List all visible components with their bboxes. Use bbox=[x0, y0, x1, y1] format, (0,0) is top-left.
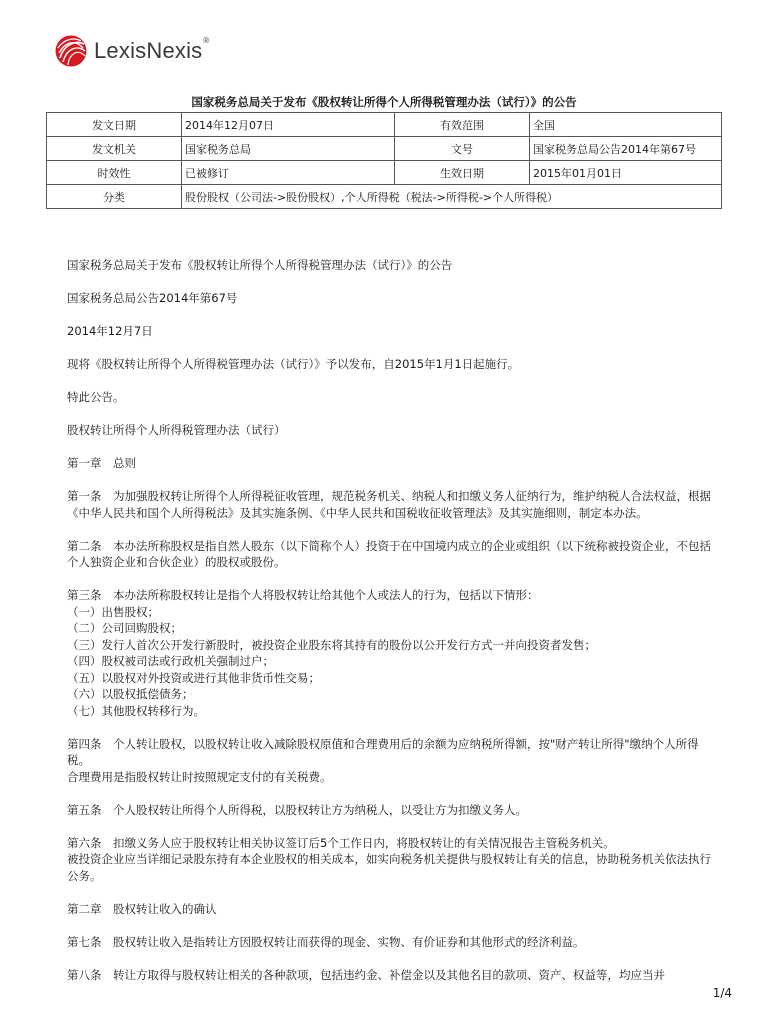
doc-number-label: 文号 bbox=[395, 137, 530, 161]
list-item: （六）以股权抵偿债务； bbox=[67, 687, 194, 701]
body-paragraph: 现将《股权转让所得个人所得税管理办法（试行）》予以发布，自2015年1月1日起施行。 bbox=[67, 357, 520, 371]
brand-name: LexisNexis® bbox=[94, 36, 210, 63]
document-title: 国家税务总局关于发布《股权转让所得个人所得税管理办法（试行）》的公告 bbox=[191, 95, 577, 109]
effective-date-label: 生效日期 bbox=[395, 161, 530, 185]
body-paragraph: 特此公告。 bbox=[67, 390, 125, 404]
issuer-value: 国家税务总局 bbox=[182, 137, 395, 161]
list-item: （一）出售股权； bbox=[67, 604, 159, 619]
article-6 bbox=[67, 835, 717, 885]
body-title: 国家税务总局关于发布《股权转让所得个人所得税管理办法（试行）》的公告 bbox=[67, 258, 453, 272]
list-item: （四）股权被司法或行政机关强制过户； bbox=[67, 654, 274, 668]
lexisnexis-logo bbox=[54, 34, 209, 68]
article-6-text: 第六条 扣缴义务人应于股权转让相关协议签订后5个工作日内，将股权转让的有关情况报告主管税务机关。 bbox=[67, 835, 615, 850]
chapter-heading: 第二章 股权转让收入的确认 bbox=[67, 901, 217, 916]
document-body bbox=[67, 257, 717, 983]
validity-label: 时效性 bbox=[47, 161, 182, 185]
issue-date-value: 2014年12月07日 bbox=[182, 113, 395, 137]
metadata-row bbox=[47, 137, 722, 161]
article-8: 第八条 转让方取得与股权转让相关的各种款项，包括违约金、补偿金以及其他名目的款项、资产、权益等，均应当并 bbox=[67, 967, 665, 982]
doc-number-value: 国家税务总局公告2014年第67号 bbox=[530, 137, 722, 161]
scope-value: 全国 bbox=[530, 113, 722, 137]
article-6-note: 被投资企业应当详细记录股东持有本企业股权的相关成本，如实向税务机关提供与股权转让有关的信息，协助税务机关依法执行公务。 bbox=[67, 852, 711, 883]
announcement-date: 2014年12月7日 bbox=[67, 324, 153, 338]
chapter-heading: 第一章 总则 bbox=[67, 456, 136, 470]
metadata-table bbox=[46, 112, 722, 209]
article-3 bbox=[67, 587, 717, 719]
effective-date-value: 2015年01月01日 bbox=[530, 161, 722, 185]
list-item: （二）公司回购股权； bbox=[67, 621, 182, 635]
article-4-text: 第四条 个人转让股权，以股权转让收入减除股权原值和合理费用后的余额为应纳税所得额，按"财产转让所得"缴纳个人所得税。 bbox=[67, 736, 699, 767]
validity-value: 已被修订 bbox=[182, 161, 395, 185]
article-4 bbox=[67, 736, 717, 786]
article-3-lead: 第三条 本办法所称股权转让是指个人将股权转让给其他个人或法人的行为，包括以下情形： bbox=[67, 588, 539, 602]
article-4-note: 合理费用是指股权转让时按照规定支付的有关税费。 bbox=[67, 769, 332, 784]
list-item: （三）发行人首次公开发行新股时，被投资企业股东将其持有的股份以公开发行方式一并向投资者发售； bbox=[67, 637, 596, 652]
lexisnexis-knot-icon bbox=[54, 34, 88, 68]
page-number: 1/4 bbox=[712, 986, 732, 1000]
article-5: 第五条 个人股权转让所得个人所得税，以股权转让方为纳税人，以受让方为扣缴义务人。 bbox=[67, 802, 527, 817]
scope-label: 有效范围 bbox=[395, 113, 530, 137]
issuer-label: 发文机关 bbox=[47, 137, 182, 161]
article-1: 第一条 为加强股权转让所得个人所得税征收管理，规范税务机关、纳税人和扣缴义务人征纳行为，维护纳税人合法权益，根据《中华人民共和国个人所得税法》及其实施条例、《中华人民共和国税收征收管理法》及其实施细则，制定本办法。 bbox=[67, 489, 711, 520]
issue-date-label: 发文日期 bbox=[47, 113, 182, 137]
category-label: 分类 bbox=[47, 185, 182, 209]
metadata-row bbox=[47, 185, 722, 209]
metadata-row bbox=[47, 161, 722, 185]
article-2: 第二条 本办法所称股权是指自然人股东（以下简称个人）投资于在中国境内成立的企业或组织（以下统称被投资企业，不包括个人独资企业和合伙企业）的股权或股份。 bbox=[67, 538, 711, 569]
category-value: 股份股权（公司法->股份股权）,个人所得税（税法->所得税->个人所得税） bbox=[182, 185, 722, 209]
article-7: 第七条 股权转让收入是指转让方因股权转让而获得的现金、实物、有价证券和其他形式的经济利益。 bbox=[67, 934, 585, 949]
metadata-row bbox=[47, 113, 722, 137]
measures-title: 股权转让所得个人所得税管理办法（试行） bbox=[67, 423, 286, 437]
announcement-number: 国家税务总局公告2014年第67号 bbox=[67, 291, 238, 305]
list-item: （五）以股权对外投资或进行其他非货币性交易； bbox=[67, 670, 320, 685]
list-item: （七）其他股权转移行为。 bbox=[67, 703, 205, 718]
